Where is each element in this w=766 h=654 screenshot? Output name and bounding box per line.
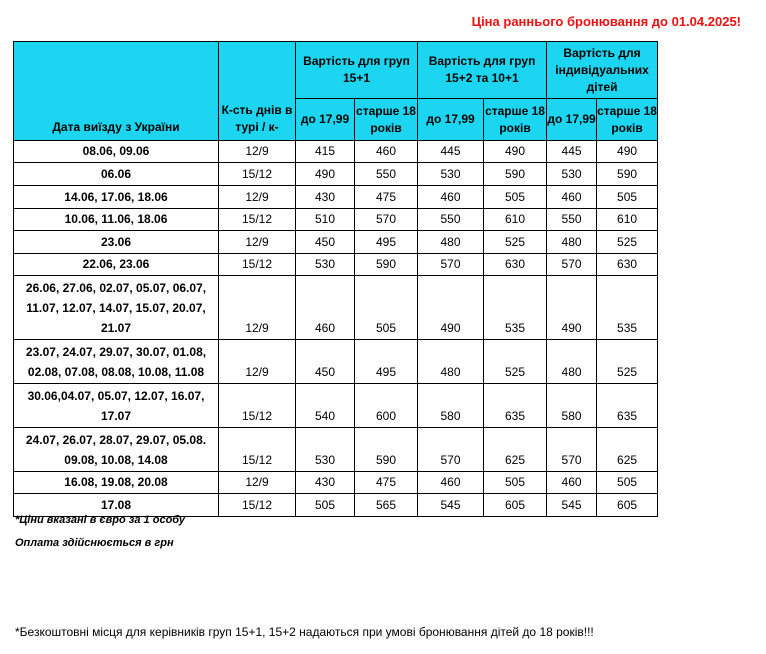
table-row — [14, 163, 658, 186]
cell-g2-under: 550 — [418, 209, 484, 231]
free-places-note: *Безкоштовні місця для керівників груп 15+1, 15+2 надаються при умові бронювання дітей до 18 років!!! — [15, 625, 594, 639]
cell-days: 15/12 — [219, 209, 296, 231]
table-row — [14, 231, 658, 254]
table-row — [14, 209, 658, 231]
cell-days: 12/9 — [219, 141, 296, 163]
cell-dates: 23.06 — [14, 231, 219, 254]
cell-dates: 24.07, 26.07, 28.07, 29.07, 05.08. 09.08, 10.08, 14.08 — [14, 428, 219, 472]
header-departure-date: Дата виїзду з України — [14, 42, 219, 141]
cell-ind-over: 610 — [597, 209, 658, 231]
cell-ind-over: 525 — [597, 340, 658, 384]
cell-g2-under: 460 — [418, 472, 484, 494]
cell-days: 15/12 — [219, 254, 296, 276]
header-ind-over-18: старше 18 років — [597, 99, 658, 141]
cell-g2-over: 610 — [484, 209, 547, 231]
cell-dates: 22.06, 23.06 — [14, 254, 219, 276]
cell-g2-over: 590 — [484, 163, 547, 186]
table-row — [14, 340, 658, 384]
cell-ind-under: 530 — [547, 163, 597, 186]
cell-ind-under: 445 — [547, 141, 597, 163]
cell-g1-under: 540 — [296, 384, 355, 428]
cell-g1-over: 590 — [355, 254, 418, 276]
header-individual-children: Вартість для індивідуальних дітей — [547, 42, 658, 99]
cell-ind-over: 490 — [597, 141, 658, 163]
cell-g2-over: 535 — [484, 276, 547, 340]
cell-g1-over: 570 — [355, 209, 418, 231]
cell-g2-over: 625 — [484, 428, 547, 472]
cell-ind-under: 570 — [547, 254, 597, 276]
cell-ind-over: 505 — [597, 186, 658, 209]
cell-g2-over: 505 — [484, 186, 547, 209]
cell-g1-over: 495 — [355, 231, 418, 254]
cell-g1-under: 450 — [296, 231, 355, 254]
cell-g2-under: 530 — [418, 163, 484, 186]
cell-ind-under: 570 — [547, 428, 597, 472]
cell-g2-under: 460 — [418, 186, 484, 209]
cell-ind-over: 535 — [597, 276, 658, 340]
cell-g1-over: 460 — [355, 141, 418, 163]
cell-g2-over: 525 — [484, 340, 547, 384]
cell-days: 12/9 — [219, 231, 296, 254]
cell-ind-over: 505 — [597, 472, 658, 494]
cell-ind-over: 630 — [597, 254, 658, 276]
cell-ind-over: 605 — [597, 494, 658, 517]
cell-dates: 30.06,04.07, 05.07, 12.07, 16.07, 17.07 — [14, 384, 219, 428]
cell-dates: 17.08 — [14, 494, 219, 517]
cell-dates: 14.06, 17.06, 18.06 — [14, 186, 219, 209]
header-g1-under-18: до 17,99 — [296, 99, 355, 141]
cell-ind-under: 460 — [547, 472, 597, 494]
cell-g2-under: 545 — [418, 494, 484, 517]
cell-g1-under: 450 — [296, 340, 355, 384]
price-table — [13, 41, 658, 517]
cell-g2-under: 570 — [418, 254, 484, 276]
header-ind-under-18: до 17,99 — [547, 99, 597, 141]
table-row — [14, 428, 658, 472]
early-booking-notice: Ціна раннього бронювання до 01.04.2025! — [471, 14, 741, 29]
cell-g1-over: 590 — [355, 428, 418, 472]
header-g1-over-18: старше 18 років — [355, 99, 418, 141]
header-group-15-2: Вартість для груп 15+2 та 10+1 — [418, 42, 547, 99]
cell-g1-under: 530 — [296, 254, 355, 276]
header-group-15-1: Вартість для груп 15+1 — [296, 42, 418, 99]
cell-g2-over: 635 — [484, 384, 547, 428]
cell-g1-over: 505 — [355, 276, 418, 340]
cell-g1-under: 490 — [296, 163, 355, 186]
cell-g2-over: 605 — [484, 494, 547, 517]
cell-days: 15/12 — [219, 384, 296, 428]
cell-g2-over: 490 — [484, 141, 547, 163]
table-row — [14, 276, 658, 340]
cell-g1-under: 415 — [296, 141, 355, 163]
currency-note: *Ціни вказані в євро за 1 особу — [15, 514, 185, 526]
cell-g2-over: 525 — [484, 231, 547, 254]
cell-ind-over: 590 — [597, 163, 658, 186]
cell-g1-over: 475 — [355, 472, 418, 494]
cell-g2-over: 630 — [484, 254, 547, 276]
cell-ind-under: 580 — [547, 384, 597, 428]
cell-days: 12/9 — [219, 276, 296, 340]
cell-g1-over: 565 — [355, 494, 418, 517]
cell-g2-under: 570 — [418, 428, 484, 472]
cell-ind-over: 525 — [597, 231, 658, 254]
cell-g1-under: 510 — [296, 209, 355, 231]
cell-g2-under: 490 — [418, 276, 484, 340]
header-g2-over-18: старше 18 років — [484, 99, 547, 141]
cell-dates: 08.06, 09.06 — [14, 141, 219, 163]
table-header — [14, 42, 658, 141]
cell-days: 15/12 — [219, 428, 296, 472]
cell-ind-under: 460 — [547, 186, 597, 209]
cell-days: 15/12 — [219, 494, 296, 517]
cell-g1-over: 600 — [355, 384, 418, 428]
cell-g1-under: 430 — [296, 472, 355, 494]
table-row — [14, 254, 658, 276]
cell-g1-under: 505 — [296, 494, 355, 517]
cell-ind-over: 625 — [597, 428, 658, 472]
cell-g2-under: 580 — [418, 384, 484, 428]
payment-note: Оплата здійснюється в грн — [15, 537, 174, 549]
header-g2-under-18: до 17,99 — [418, 99, 484, 141]
table-row — [14, 472, 658, 494]
cell-dates: 10.06, 11.06, 18.06 — [14, 209, 219, 231]
cell-g2-under: 480 — [418, 340, 484, 384]
cell-dates: 26.06, 27.06, 02.07, 05.07, 06.07, 11.07, 12.07, 14.07, 15.07, 20.07, 21.07 — [14, 276, 219, 340]
cell-g2-over: 505 — [484, 472, 547, 494]
cell-dates: 16.08, 19.08, 20.08 — [14, 472, 219, 494]
cell-days: 15/12 — [219, 163, 296, 186]
table-body — [14, 141, 658, 517]
cell-g2-under: 445 — [418, 141, 484, 163]
cell-g1-over: 550 — [355, 163, 418, 186]
cell-ind-under: 480 — [547, 231, 597, 254]
cell-g1-under: 530 — [296, 428, 355, 472]
cell-dates: 06.06 — [14, 163, 219, 186]
cell-days: 12/9 — [219, 340, 296, 384]
cell-ind-under: 480 — [547, 340, 597, 384]
cell-days: 12/9 — [219, 472, 296, 494]
cell-g1-over: 475 — [355, 186, 418, 209]
cell-days: 12/9 — [219, 186, 296, 209]
cell-g1-over: 495 — [355, 340, 418, 384]
cell-ind-under: 550 — [547, 209, 597, 231]
table-row — [14, 186, 658, 209]
cell-g1-under: 460 — [296, 276, 355, 340]
table-row — [14, 384, 658, 428]
cell-g1-under: 430 — [296, 186, 355, 209]
cell-ind-under: 490 — [547, 276, 597, 340]
cell-ind-under: 545 — [547, 494, 597, 517]
cell-g2-under: 480 — [418, 231, 484, 254]
cell-ind-over: 635 — [597, 384, 658, 428]
cell-dates: 23.07, 24.07, 29.07, 30.07, 01.08, 02.08, 07.08, 08.08, 10.08, 11.08 — [14, 340, 219, 384]
header-days-count: К-сть днів в турі / к- — [219, 42, 296, 141]
table-row — [14, 141, 658, 163]
